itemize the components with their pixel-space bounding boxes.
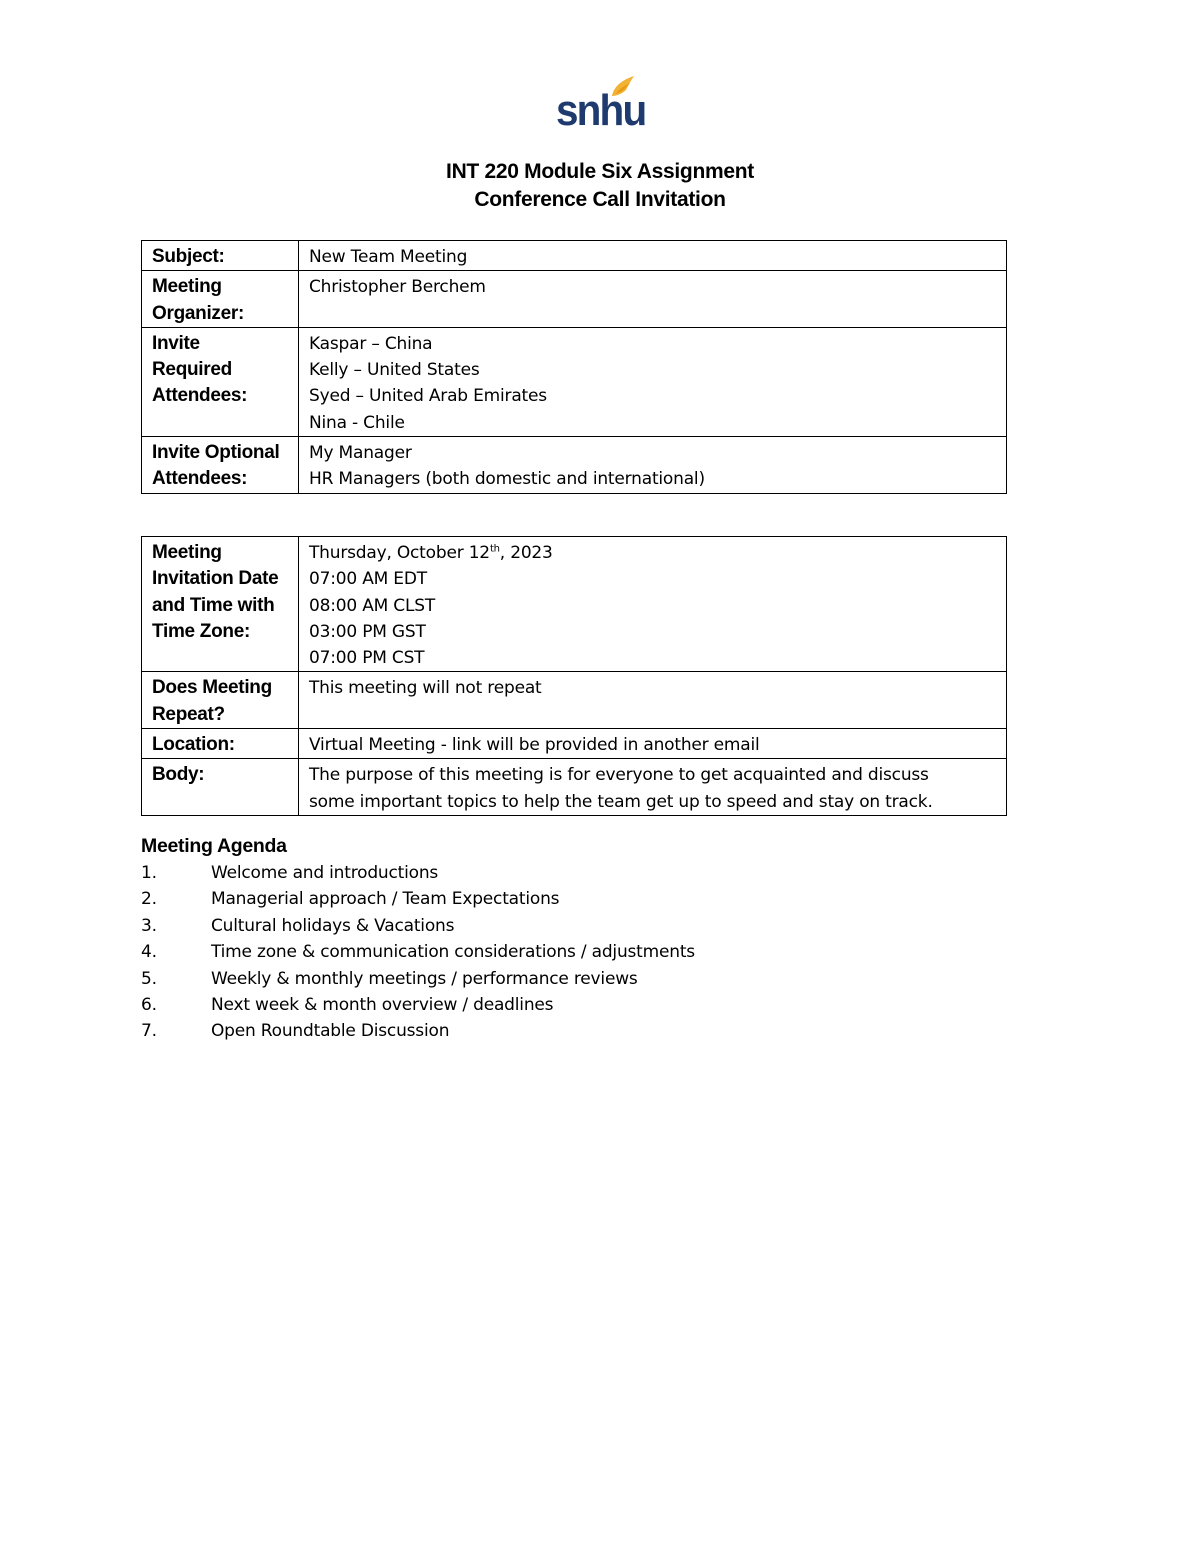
meeting-agenda [141,832,1041,1045]
location-label [142,729,299,759]
agenda-item-text: Managerial approach / Team Expectations [211,889,560,910]
text-line: Meeting [152,542,222,563]
optional-attendees-value [299,437,1007,494]
logo-text: snhu [556,86,646,135]
date-time-value [299,537,1007,672]
attendee-item: Syed – United Arab Emirates [309,386,547,407]
text-line: Attendees: [152,468,248,490]
text-line: and Time with [152,594,275,616]
text-line: The purpose of this meeting is for everyone to get acquainted and discuss [309,765,929,786]
attendee-item: HR Managers (both domestic and international) [309,469,705,490]
text-line: Invite [152,332,200,354]
repeat-value [299,672,1007,729]
date-time-row [142,537,1007,672]
text-line: Location: [152,734,235,756]
text-line: Organizer: [152,302,245,324]
text-line: Virtual Meeting - link will be provided in another email [309,735,760,756]
agenda-item [141,913,1041,939]
text-line: Meeting [152,276,222,298]
agenda-item [141,939,1041,965]
agenda-item [141,860,1041,886]
agenda-item-text: Cultural holidays & Vacations [211,915,455,936]
meeting-date: Thursday, October 12th, 2023 [309,543,553,563]
text-line: Christopher Berchem [309,277,486,298]
text-line: Invitation Date [152,568,279,590]
agenda-list [141,860,1041,1045]
required-attendees-row [142,327,1007,436]
agenda-item [141,1018,1041,1044]
organizer-value [299,271,1007,328]
text-line: Body: [152,764,205,786]
agenda-item-text: Weekly & monthly meetings / performance reviews [211,968,638,989]
text-line: Time Zone: [152,620,250,642]
agenda-item-number: 1. [141,863,157,883]
text-line: This meeting will not repeat [309,678,542,699]
time-zone-item: 07:00 PM CST [309,648,425,669]
text-line: Required [152,359,232,381]
agenda-item [141,992,1041,1018]
location-value [299,729,1007,759]
agenda-item-number: 2. [141,889,157,910]
agenda-item-number: 3. [141,915,157,936]
date-time-label [142,537,299,672]
time-zone-item: 03:00 PM GST [309,621,426,642]
document-title [0,158,1200,214]
required-attendees-label [142,327,299,436]
location-row [142,729,1007,759]
attendee-item: Kelly – United States [309,360,480,381]
ordinal-suffix: th [489,543,500,555]
body-label [142,759,299,816]
agenda-item [141,886,1041,912]
text-line: New Team Meeting [309,247,468,267]
agenda-item-text: Open Roundtable Discussion [211,1021,450,1042]
optional-attendees-row [142,437,1007,494]
meeting-details-table [141,536,1007,816]
title-line-1: INT 220 Module Six Assignment [446,160,754,183]
agenda-item-text: Next week & month overview / deadlines [211,995,554,1016]
text-line: Does Meeting [152,677,272,699]
agenda-item-text: Time zone & communication considerations / adjustments [211,942,695,963]
time-zone-item: 08:00 AM CLST [309,595,436,616]
text-line: some important topics to help the team get up to speed and stay on track. [309,791,933,812]
agenda-item-number: 5. [141,968,157,989]
attendee-item: Kaspar – China [309,333,433,354]
text-line: Subject: [152,246,225,267]
agenda-item [141,966,1041,992]
repeat-row [142,672,1007,729]
organizer-row [142,271,1007,328]
body-value [299,759,1007,816]
invitation-table [141,240,1007,494]
snhu-logo [556,74,646,135]
agenda-title: Meeting Agenda [141,835,287,857]
text-line: Invite Optional [152,442,280,464]
time-zone-item: 07:00 AM EDT [309,569,427,590]
agenda-item-number: 7. [141,1021,157,1042]
subject-row [142,241,1007,271]
subject-label [142,241,299,271]
organizer-label [142,271,299,328]
optional-attendees-label [142,437,299,494]
subject-value [299,241,1007,271]
agenda-item-number: 4. [141,942,157,963]
body-row [142,759,1007,816]
repeat-label [142,672,299,729]
title-line-2: Conference Call Invitation [474,188,726,211]
required-attendees-value [299,327,1007,436]
agenda-item-number: 6. [141,995,157,1016]
attendee-item: Nina - Chile [309,412,405,433]
attendee-item: My Manager [309,443,412,464]
text-line: Repeat? [152,703,225,725]
agenda-item-text: Welcome and introductions [211,863,439,883]
text-line: Attendees: [152,385,248,407]
